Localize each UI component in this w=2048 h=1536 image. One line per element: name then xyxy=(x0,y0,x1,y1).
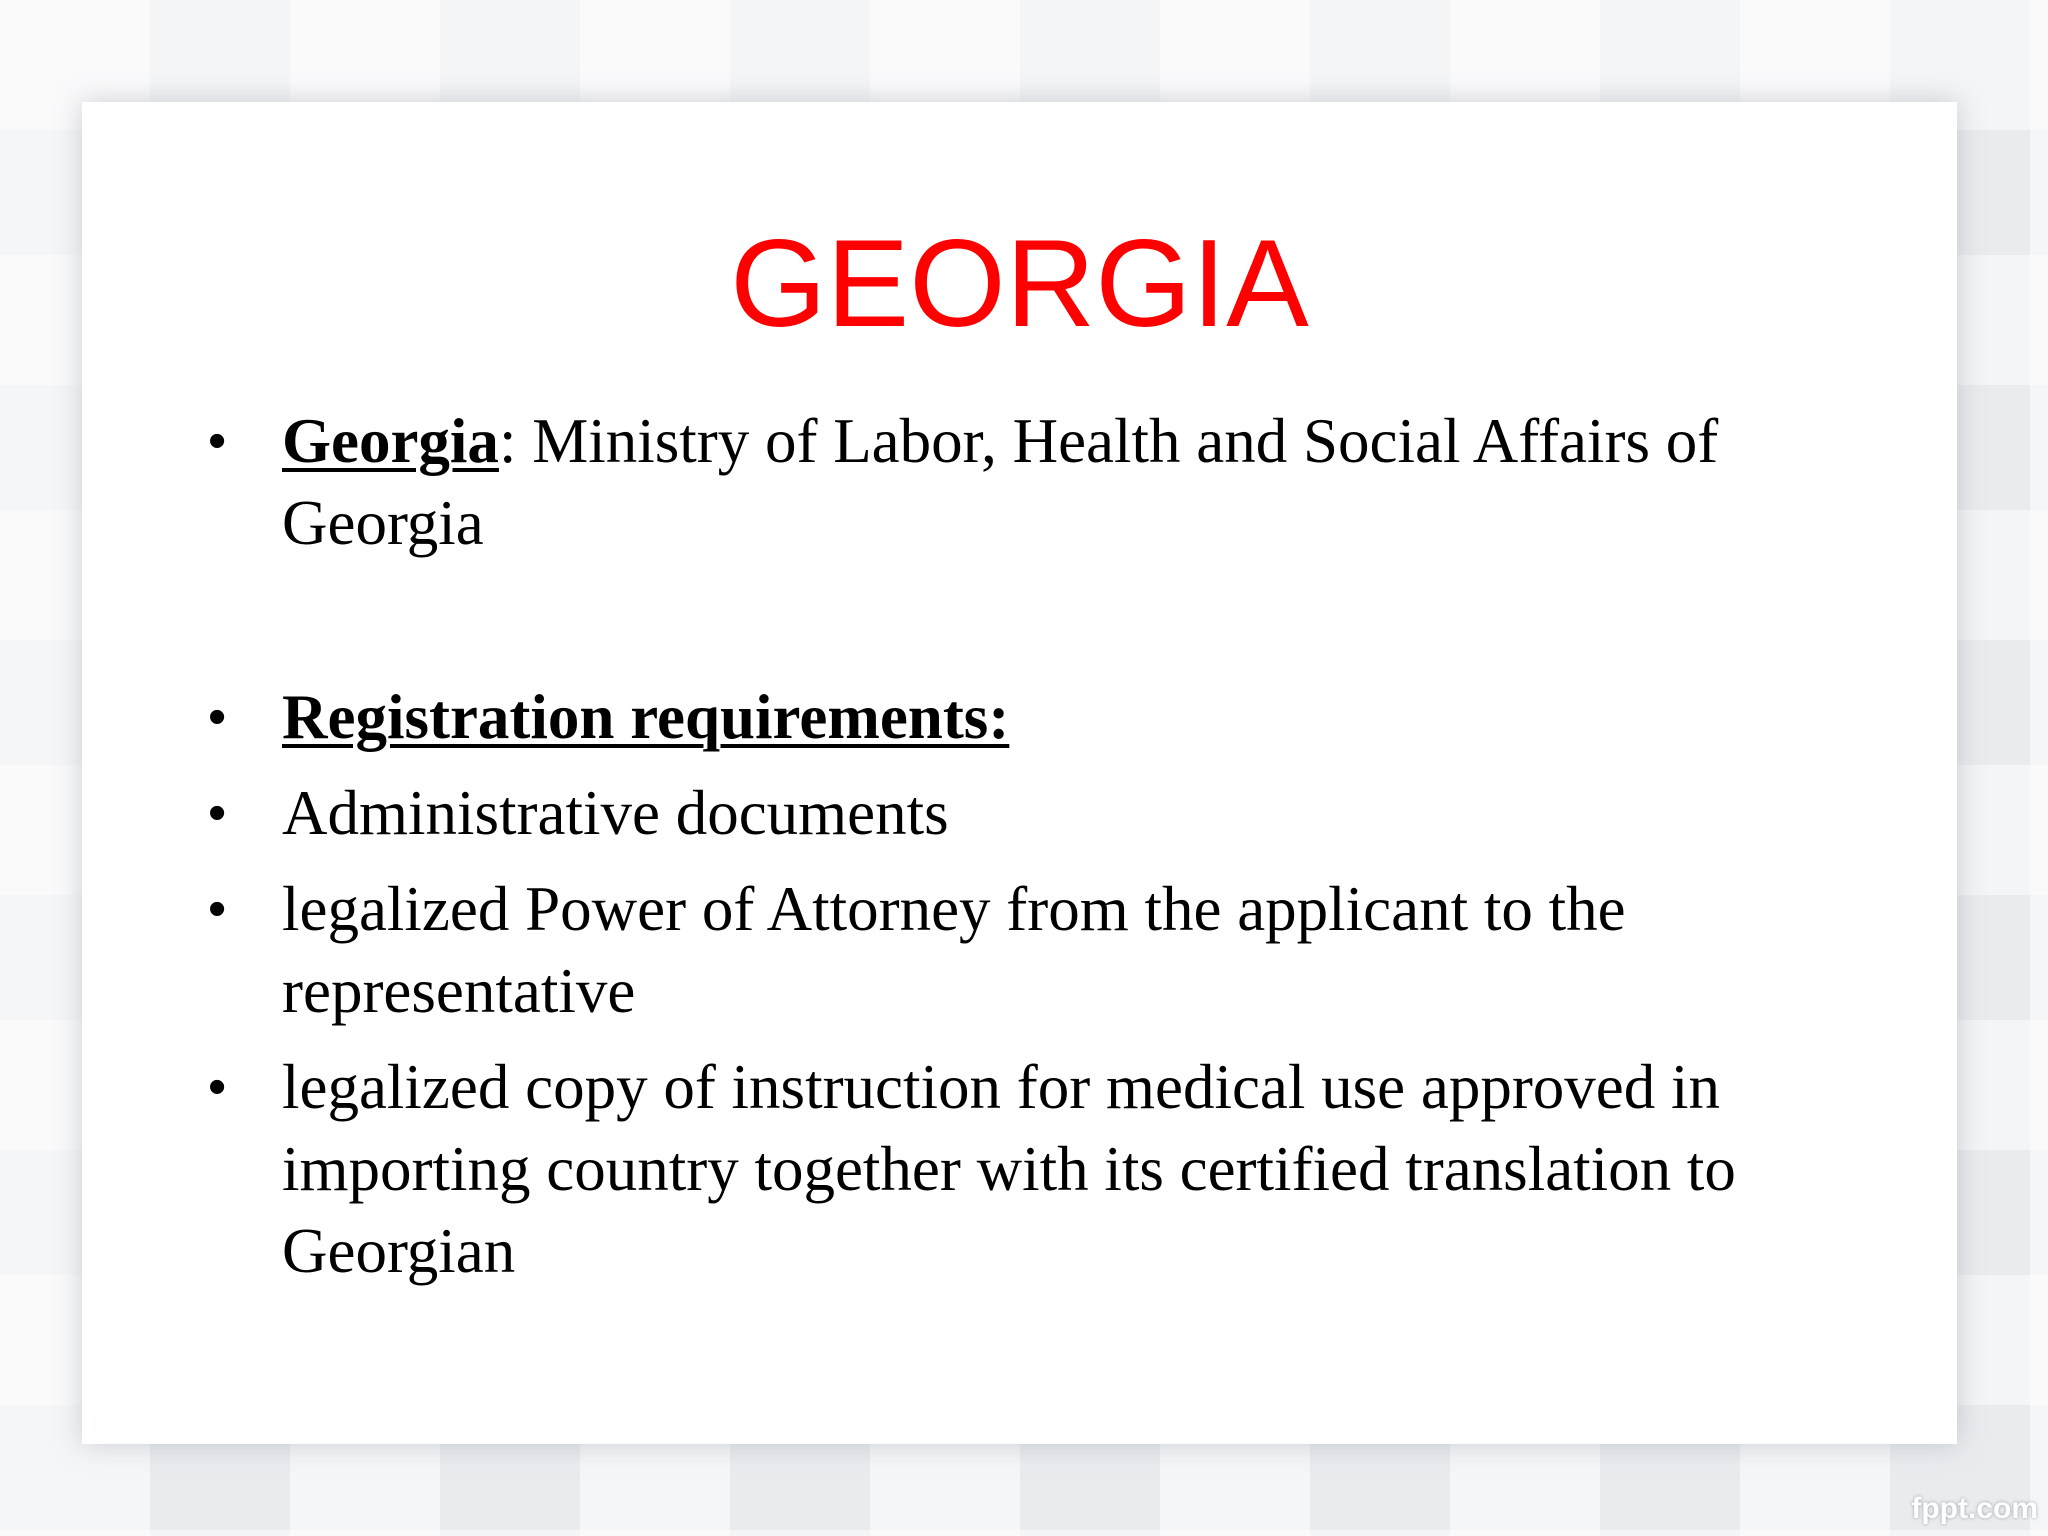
bullet-item xyxy=(200,868,1900,1032)
bullet-text: legalized Power of Attorney from the applicant to the representative xyxy=(282,874,1626,1026)
bullet-text: : Ministry of Labor, Health and Social Affairs of Georgia xyxy=(282,406,1719,558)
bullet-dot: • xyxy=(208,784,227,842)
bullet-text: Administrative documents xyxy=(282,778,949,848)
bullet-dot: • xyxy=(208,880,227,938)
bullet-item xyxy=(200,772,1900,854)
bullet-list xyxy=(200,400,1900,1292)
slide-title: GEORGIA xyxy=(730,215,1309,353)
slide xyxy=(82,102,1957,1444)
bullet-lead: Georgia xyxy=(282,406,499,476)
bullet-item xyxy=(200,400,1900,564)
bullet-dot: • xyxy=(208,688,227,746)
bullet-item xyxy=(200,676,1900,758)
watermark-logo: fppt.com xyxy=(1911,1492,2038,1525)
bullet-item xyxy=(200,1046,1900,1292)
bullet-text: legalized copy of instruction for medical use approved in importing country together with its certified translation to Georgian xyxy=(282,1052,1736,1286)
bullet-dot: • xyxy=(208,412,227,470)
bullet-lead: Registration requirements: xyxy=(282,682,1010,752)
bullet-dot: • xyxy=(208,1058,227,1116)
